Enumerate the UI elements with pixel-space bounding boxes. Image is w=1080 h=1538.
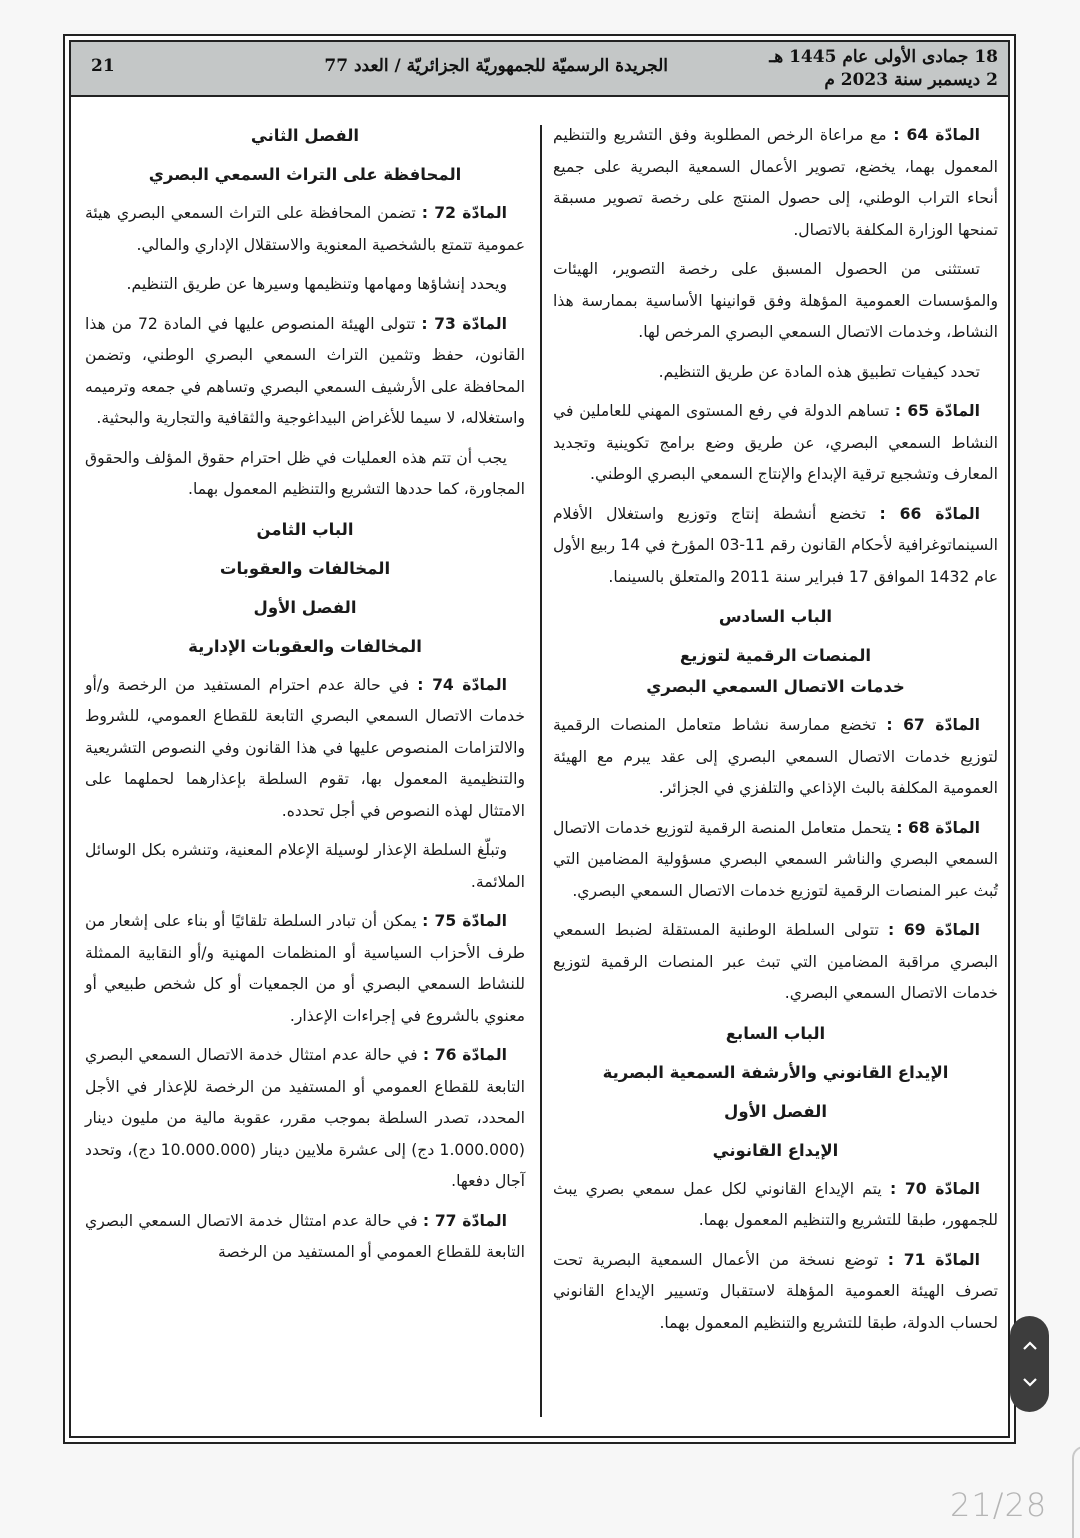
article-label: المادّة 70 :: [889, 1179, 981, 1198]
article-label: المادّة 73 :: [421, 314, 507, 333]
article-paragraph: [553, 710, 998, 805]
scroll-up-button[interactable]: [1010, 1324, 1049, 1364]
date-gregorian: 2 ديسمبر سنة 2023 م: [824, 70, 998, 90]
section-heading: خدمات الاتصال السمعي البصري: [646, 677, 905, 696]
section-heading: الفصل الثاني: [250, 126, 360, 145]
article-paragraph: [553, 499, 998, 594]
date-hijri: 18 جمادى الأولى عام 1445 هـ: [769, 47, 998, 67]
chevron-down-icon: [1022, 1377, 1038, 1387]
article-text: تخضع ممارسة نشاط متعامل المنصات الرقمية لتوزيع خدمات الاتصال السمعي البصري إلى عقد يبرم مع الهيئة العمومية المكلفة بالبث الإذاعي والتلفزي في الجزائر.: [553, 716, 998, 797]
section-heading: المخالفات والعقوبات: [219, 558, 391, 578]
chevron-up-icon: [1022, 1341, 1038, 1351]
article-paragraph: [85, 906, 525, 1032]
section-heading: الإيداع القانوني والأرشفة السمعية البصرية: [602, 1062, 949, 1082]
article-text: تساهم الدولة في رفع المستوى المهني للعاملين في النشاط السمعي البصري، عن طريق وضع برامج تكوينية وتجديد المعارف وتشجيع ترقية الإبداع والإنتاج السمعي البصري الوطني.: [553, 402, 998, 483]
body-paragraph: تستثنى من الحصول المسبق على رخصة التصوير، الهيئات والمؤسسات العمومية المؤهلة وفق قوانينها الأساسية بممارسة هذا النشاط، وخدمات الاتصال السمعي البصري المرخص لها.: [553, 260, 998, 341]
body-paragraph: ويحدد إنشاؤها ومهامها وتنظيمها وسيرها عن طريق التنظيم.: [126, 275, 507, 293]
article-label: المادّة 69 :: [888, 921, 980, 939]
article-text: توضع نسخة من الأعمال السمعية البصرية تحت تصرف الهيئة العمومية المؤهلة لاستقبال وتسيير الإيداع القانوني لحساب الدولة، طبقا للتشريع والتنظيم المعمول بهما.: [553, 1250, 998, 1332]
article-paragraph: [85, 198, 525, 261]
article-paragraph: [553, 813, 998, 908]
article-text: يمكن أن تبادر السلطة تلقائيًا أو بناء على إشعار من طرف الأحزاب السياسية أو المنظمات المهنية و/أو النقابية الممثلة للنشاط السمعي البصري أو من الجمعيات أو كل شخص طبيعي أو معنوي بالشروع في إجراءات الإعذار.: [85, 912, 525, 1025]
article-label: المادّة 66 :: [879, 504, 980, 523]
body-paragraph: تحدد كيفيات تطبيق هذه المادة عن طريق التنظيم.: [658, 362, 980, 381]
article-paragraph: [553, 1174, 998, 1237]
right-column: [553, 120, 998, 1347]
article-label: المادّة 75 :: [422, 912, 507, 930]
section-heading: الباب السابع: [725, 1023, 826, 1043]
article-paragraph: [85, 1040, 525, 1198]
section-heading: المخالفات والعقوبات الإدارية: [188, 636, 422, 656]
next-page-edge: [1072, 1446, 1080, 1538]
article-label: المادّة 64 :: [893, 126, 980, 144]
article-text: في حالة عدم احترام المستفيد من الرخصة و/أو خدمات الاتصال السمعي البصري التابعة للقطاع العمومي، للشروط والالتزامات المنصوص عليها في هذا القانون وفي النصوص التشريعية والتنظيمية المعمول بها، تقوم السلطة بإعذارهما لحملهما على الامتثال لهذه النصوص في أجل تحدده.: [85, 675, 525, 820]
article-label: المادّة 76 :: [422, 1046, 507, 1064]
article-text: تخضع أنشطة إنتاج وتوزيع واستغلال الأفلام السينماتوغرافية لأحكام القانون رقم 11-03 المؤرخ في 14 ربيع الأول عام 1432 الموافق 17 فبراير سنة 2011 والمتعلق بالسينما.: [553, 504, 998, 586]
article-label: المادّة 68 :: [896, 818, 981, 837]
article-label: المادّة 67 :: [886, 716, 980, 734]
section-heading: المنصات الرقمية لتوزيع: [679, 646, 872, 665]
article-paragraph: [553, 396, 998, 491]
article-text: مع مراعاة الرخص المطلوبة وفق التشريع والتنظيم المعمول بهما، يخضع، تصوير الأعمال السمعية البصرية على جميع أنحاء التراب الوطني، إلى حصول المنتج على رخصة تصوير مسبقة تمنحها الوزارة المكلفة بالاتصال.: [553, 126, 998, 239]
article-label: المادّة 71 :: [887, 1250, 980, 1269]
article-text: تتولى الهيئة المنصوص عليها في المادة 72 من هذا القانون، حفظ وتثمين التراث السمعي البصري الوطني، وتضمن المحافظة على الأرشيف السمعي البصري وتساهم في جمعه وترميمه واستغلاله، لا سيما للأغراض البيداغوجية والثقافية والتجارية والبحثية.: [85, 314, 525, 427]
header-date: [769, 46, 998, 92]
body-paragraph: وتبلّغ السلطة الإعذار لوسيلة الإعلام المعنية، وتنشره بكل الوسائل الملائمة.: [85, 841, 525, 891]
column-divider: [540, 125, 542, 1417]
article-paragraph: [85, 670, 525, 828]
article-label: المادّة 65 :: [894, 402, 980, 420]
article-text: في حالة عدم امتثال خدمة الاتصال السمعي البصري التابعة للقطاع العمومي أو المستفيد من الرخصة: [85, 1211, 525, 1261]
section-heading: المحافظة على التراث السمعي البصري: [148, 165, 462, 184]
page-navigation-control: [1010, 1316, 1049, 1412]
scroll-down-button[interactable]: [1010, 1360, 1049, 1400]
article-text: في حالة عدم امتثال خدمة الاتصال السمعي البصري التابعة للقطاع العمومي أو المستفيد من الرخصة للإعذار في الأجل المحدد، تصدر السلطة بموجب مقرر، عقوبة مالية من مليون دينار (1.000.000 دج) إلى عشرة ملايين دينار (10.000.000 دج)، وتحدد آجال دفعها.: [85, 1046, 525, 1190]
article-label: المادّة 77 :: [422, 1211, 507, 1230]
article-text: يتحمل متعامل المنصة الرقمية لتوزيع خدمات الاتصال السمعي البصري والناشر السمعي البصري مسؤولية المضامين التي تُبث عبر المنصات الرقمية لتوزيع خدمات الاتصال السمعي البصري.: [553, 818, 998, 900]
article-text: تضمن المحافظة على التراث السمعي البصري هيئة عمومية تتمتع بالشخصية المعنوية والاستقلال الإداري والمالي.: [85, 204, 525, 254]
article-paragraph: [553, 120, 998, 246]
article-label: المادّة 74 :: [417, 675, 507, 694]
article-text: يتم الإيداع القانوني لكل عمل سمعي بصري يبث للجمهور، طبقا للتشريع والتنظيم المعمول بهما.: [553, 1179, 998, 1229]
section-heading: الإيداع القانوني: [712, 1140, 839, 1160]
article-text: تتولى السلطة الوطنية المستقلة لضبط السمعي البصري مراقبة المضامين التي تبث عبر المنصات الرقمية لتوزيع خدمات الاتصال السمعي البصري.: [553, 921, 998, 1002]
page-number: 21: [91, 56, 115, 76]
section-heading: الباب الثامن: [256, 519, 354, 539]
left-column: [85, 120, 525, 1277]
article-paragraph: [553, 1245, 998, 1340]
journal-title: الجريدة الرسميّة للجمهوريّة الجزائريّة / العدد 77: [324, 56, 668, 76]
article-paragraph: [85, 309, 525, 435]
page-header: [71, 42, 1008, 97]
article-paragraph: [85, 1206, 525, 1269]
article-paragraph: [553, 915, 998, 1010]
body-paragraph: يجب أن تتم هذه العمليات في ظل احترام حقوق المؤلف والحقوق المجاورة، كما حددها التشريع والتنظيم المعمول بهما.: [85, 448, 525, 498]
article-label: المادّة 72 :: [421, 204, 508, 222]
page-indicator: 21/28: [950, 1486, 1048, 1524]
section-heading: الفصل الأول: [253, 597, 357, 617]
section-heading: الفصل الأول: [724, 1101, 827, 1121]
section-heading: الباب السادس: [718, 607, 833, 626]
